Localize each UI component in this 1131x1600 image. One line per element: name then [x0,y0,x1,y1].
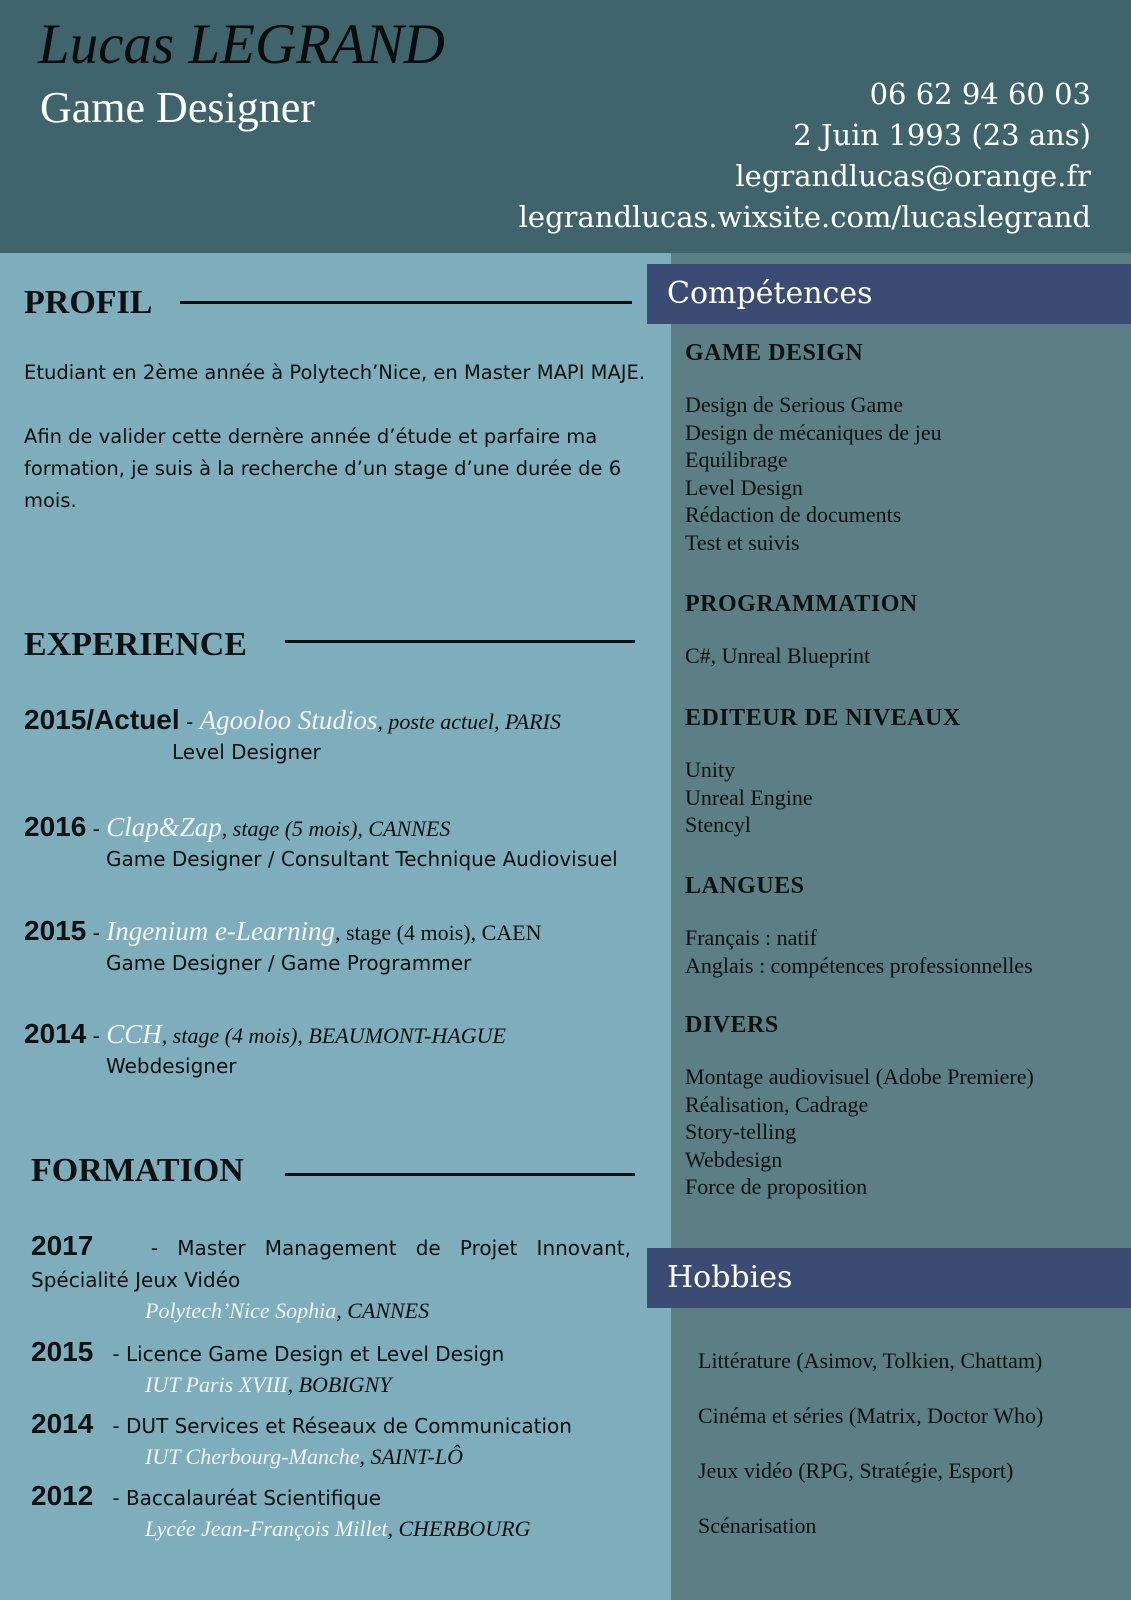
birth-date: 2 Juin 1993 (23 ans) [793,118,1091,152]
job-title: Game Designer [40,83,315,132]
experience-item [24,704,664,764]
hobby-item: Cinéma et séries (Matrix, Doctor Who) [698,1403,1044,1428]
email-address[interactable]: legrandlucas@orange.fr [735,159,1091,193]
separator-dash: - [92,921,100,945]
skill-item: C#, Unreal Blueprint [685,643,871,668]
experience-item [24,811,664,871]
contact-block [519,74,1091,238]
skill-item: Test et suivis [685,529,800,555]
experience-year: 2014 [24,1018,87,1049]
skill-item: Montage audiovisuel (Adobe Premiere) [685,1064,1034,1089]
formation-city: , CHERBOURG [387,1516,531,1541]
skill-item: Story-telling [685,1119,797,1144]
skill-group-divers [685,1012,1125,1201]
formation-desc: - Master Management de Projet Innovant, Spécialité Jeux Vidéo [31,1236,632,1292]
formation-city: , SAINT-LÔ [359,1444,463,1469]
experience-detail: , stage (4 mois), CAEN [334,920,542,945]
skill-item: Equilibrage [685,447,788,472]
skill-item: Français : natif [685,925,817,950]
formation-item [31,1480,631,1544]
formation-desc: - Baccalauréat Scientifique [112,1486,382,1510]
candidate-name: Lucas LEGRAND [38,13,445,76]
experience-role: Game Designer / Game Programmer [106,951,472,975]
experience-company: Clap&Zap [106,812,222,842]
formation-desc: - DUT Services et Réseaux de Communication [112,1414,572,1438]
skill-group-programmation [685,591,1125,670]
hobby-item: Jeux vidéo (RPG, Stratégie, Esport) [698,1458,1014,1483]
experience-detail: , stage (4 mois), BEAUMONT-HAGUE [161,1023,506,1048]
skill-group-title: DIVERS [685,1012,779,1038]
formation-item [31,1336,631,1400]
skill-item: Rédaction de documents [685,502,902,527]
hobby-item: Scénarisation [698,1513,817,1538]
formation-desc: - Licence Game Design et Level Design [112,1342,505,1366]
experience-year: 2015 [24,915,87,946]
hobby-item: Littérature (Asimov, Tolkien, Chattam) [698,1348,1043,1373]
skill-item: Stencyl [685,812,751,837]
experience-role: Level Designer [172,740,321,764]
experience-role: Game Designer / Consultant Technique Audiovisuel [106,847,618,871]
skill-item: Design de Serious Game [685,392,904,417]
skill-item: Anglais : compétences professionnelles [685,952,1033,978]
experience-company: CCH [106,1019,162,1049]
skill-item: Design de mécaniques de jeu [685,419,942,445]
formation-city: , BOBIGNY [287,1372,392,1397]
experience-year: 2015/Actuel [24,704,180,735]
profil-title: PROFIL [24,284,153,321]
separator-dash: - [92,1024,100,1048]
separator-dash: - [92,817,100,841]
experience-detail: , stage (5 mois), CANNES [221,816,451,841]
experience-year: 2016 [24,811,87,842]
experience-detail: , poste actuel, PARIS [377,709,561,734]
skill-group-editeur [685,705,1125,839]
skill-item: Webdesign [685,1146,783,1172]
experience-item [24,915,664,975]
formation-year: 2017 [31,1230,94,1261]
header [0,0,1131,253]
separator-dash: - [186,710,194,734]
section-divider [180,301,632,304]
formation-school: Lycée Jean-François Millet [145,1516,388,1541]
skill-group-title: LANGUES [685,873,805,899]
skill-group-title: PROGRAMMATION [685,591,918,617]
skill-group-title: GAME DESIGN [685,340,864,366]
skill-item: Unreal Engine [685,784,813,810]
formation-school: IUT Paris XVIII [145,1372,288,1397]
experience-company: Ingenium e-Learning [106,916,335,946]
hobbies-list [698,1348,1043,1568]
formation-city: , CANNES [336,1298,430,1323]
experience-title: EXPERIENCE [24,626,247,663]
skill-item: Level Design [685,474,803,500]
hobbies-heading: Hobbies [647,1248,1131,1308]
skill-item: Réalisation, Cadrage [685,1091,869,1117]
formation-school: Polytech’Nice Sophia [145,1298,337,1323]
formation-item [31,1230,631,1326]
profil-text [24,357,664,549]
skill-group-title: EDITEUR DE NIVEAUX [685,705,961,731]
skill-item: Unity [685,757,736,782]
profil-paragraph: Afin de valider cette dernère année d’étude et parfaire ma formation, je suis à la recherche d’un stage d’une durée de 6 mois. [24,425,622,512]
experience-item [24,1018,664,1078]
formation-item [31,1408,631,1472]
phone-number: 06 62 94 60 03 [869,77,1091,111]
skill-group-langues [685,873,1125,979]
website-link[interactable]: legrandlucas.wixsite.com/lucaslegrand [518,200,1091,234]
profil-paragraph: Etudiant en 2ème année à Polytech’Nice, en Master MAPI MAJE. [24,361,646,384]
skill-group-game-design [685,340,1125,556]
skill-item: Force de proposition [685,1174,868,1199]
formation-year: 2014 [31,1408,94,1439]
formation-school: IUT Cherbourg-Manche [145,1444,360,1469]
experience-role: Webdesigner [106,1054,237,1078]
formation-year: 2015 [31,1336,94,1367]
formation-year: 2012 [31,1480,94,1511]
experience-company: Agooloo Studios [199,705,378,735]
formation-title: FORMATION [31,1152,244,1189]
section-divider [285,1173,635,1176]
competences-heading: Compétences [647,264,1131,324]
section-divider [285,640,635,643]
